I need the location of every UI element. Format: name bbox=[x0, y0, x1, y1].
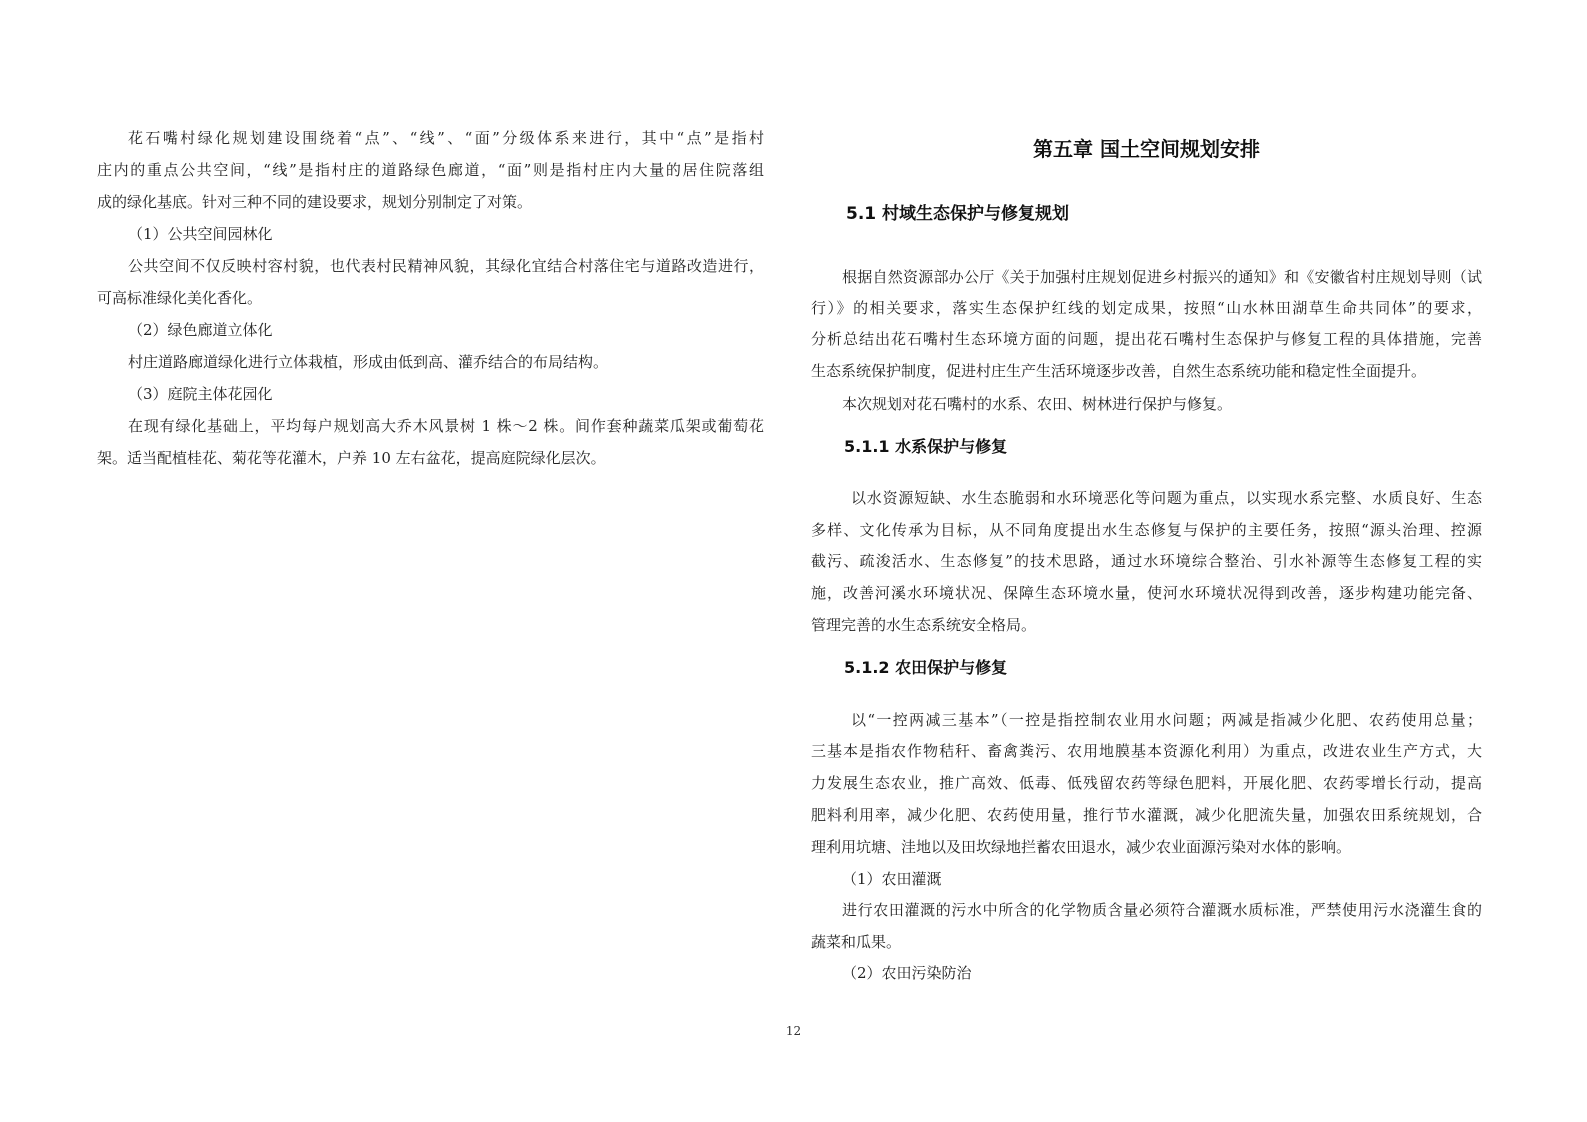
paragraph-line: 行）》的相关要求，落实生态保护红线的划定成果，按照“山水林田湖草生命共同体”的要求， bbox=[811, 299, 1482, 317]
paragraph-line: 本次规划对花石嘴村的水系、农田、树林进行保护与修复。 bbox=[842, 395, 1233, 413]
chapter-title: 第五章 国土空间规划安排 bbox=[1033, 137, 1260, 161]
paragraph-line: 在现有绿化基础上，平均每户规划高大乔木风景树 1 株～2 株。间作套种蔬菜瓜架或葡萄花 bbox=[128, 417, 764, 435]
paragraph-line: 架。适当配植桂花、菊花等花灌木，户养 10 左右盆花，提高庭院绿化层次。 bbox=[97, 449, 606, 467]
item-title: （1）公共空间园林化 bbox=[128, 225, 273, 243]
paragraph-line: 以“一控两减三基本”（一控是指控制农业用水问题；两减是指减少化肥、农药使用总量； bbox=[851, 711, 1482, 729]
paragraph-line: 管理完善的水生态系统安全格局。 bbox=[811, 616, 1037, 634]
paragraph-line: 三基本是指农作物秸秆、畜禽粪污、农用地膜基本资源化利用）为重点，改进农业生产方式，大 bbox=[811, 742, 1482, 760]
paragraph-line: 花石嘴村绿化规划建设围绕着“点”、“线”、“面”分级体系来进行，其中“点”是指村 bbox=[128, 129, 764, 147]
paragraph-line: 肥料利用率，减少化肥、农药使用量，推行节水灌溉，减少化肥流失量，加强农田系统规划，合 bbox=[811, 806, 1482, 824]
subsection-heading: 5.1.1 水系保护与修复 bbox=[844, 437, 1008, 456]
paragraph-line: 多样、文化传承为目标，从不同角度提出水生态修复与保护的主要任务，按照“源头治理、控源 bbox=[811, 521, 1482, 539]
paragraph-line: 成的绿化基底。针对三种不同的建设要求，规划分别制定了对策。 bbox=[97, 193, 533, 211]
item-title: （1）农田灌溉 bbox=[842, 870, 942, 888]
paragraph-line: 以水资源短缺、水生态脆弱和水环境恶化等问题为重点，以实现水系完整、水质良好、生态 bbox=[851, 489, 1482, 507]
item-title: （2）绿色廊道立体化 bbox=[128, 321, 273, 339]
paragraph-line: 庄内的重点公共空间，“线”是指村庄的道路绿色廊道，“面”则是指村庄内大量的居住院落组 bbox=[97, 161, 764, 179]
page-number: 12 bbox=[785, 1024, 802, 1038]
paragraph-line: 理利用坑塘、洼地以及田坎绿地拦蓄农田退水，减少农业面源污染对水体的影响。 bbox=[811, 838, 1352, 856]
paragraph-line: 村庄道路廊道绿化进行立体栽植，形成由低到高、灌乔结合的布局结构。 bbox=[128, 353, 609, 371]
item-title: （2）农田污染防治 bbox=[842, 964, 972, 982]
item-title: （3）庭院主体花园化 bbox=[128, 385, 273, 403]
paragraph-line: 进行农田灌溉的污水中所含的化学物质含量必须符合灌溉水质标准，严禁使用污水浇灌生食的 bbox=[842, 901, 1482, 919]
subsection-heading: 5.1.2 农田保护与修复 bbox=[844, 658, 1008, 677]
paragraph-line: 施，改善河溪水环境状况、保障生态环境水量，使河水环境状况得到改善，逐步构建功能完备、 bbox=[811, 584, 1482, 602]
paragraph-line: 蔬菜和瓜果。 bbox=[811, 933, 902, 951]
paragraph-line: 公共空间不仅反映村容村貌，也代表村民精神风貌，其绿化宜结合村落住宅与道路改造进行， bbox=[128, 257, 764, 275]
paragraph-line: 根据自然资源部办公厅《关于加强村庄规划促进乡村振兴的通知》和《安徽省村庄规划导则（试 bbox=[842, 268, 1482, 286]
paragraph-line: 可高标准绿化美化香化。 bbox=[97, 289, 263, 307]
section-heading: 5.1 村域生态保护与修复规划 bbox=[846, 204, 1070, 224]
paragraph-line: 截污、疏浚活水、生态修复”的技术思路，通过水环境综合整治、引水补源等生态修复工程的实 bbox=[811, 552, 1482, 570]
paragraph-line: 力发展生态农业，推广高效、低毒、低残留农药等绿色肥料，开展化肥、农药零增长行动，提高 bbox=[811, 774, 1482, 792]
paragraph-line: 分析总结出花石嘴村生态环境方面的问题，提出花石嘴村生态保护与修复工程的具体措施，完善 bbox=[811, 330, 1482, 348]
paragraph-line: 生态系统保护制度，促进村庄生产生活环境逐步改善，自然生态系统功能和稳定性全面提升。 bbox=[811, 362, 1427, 380]
